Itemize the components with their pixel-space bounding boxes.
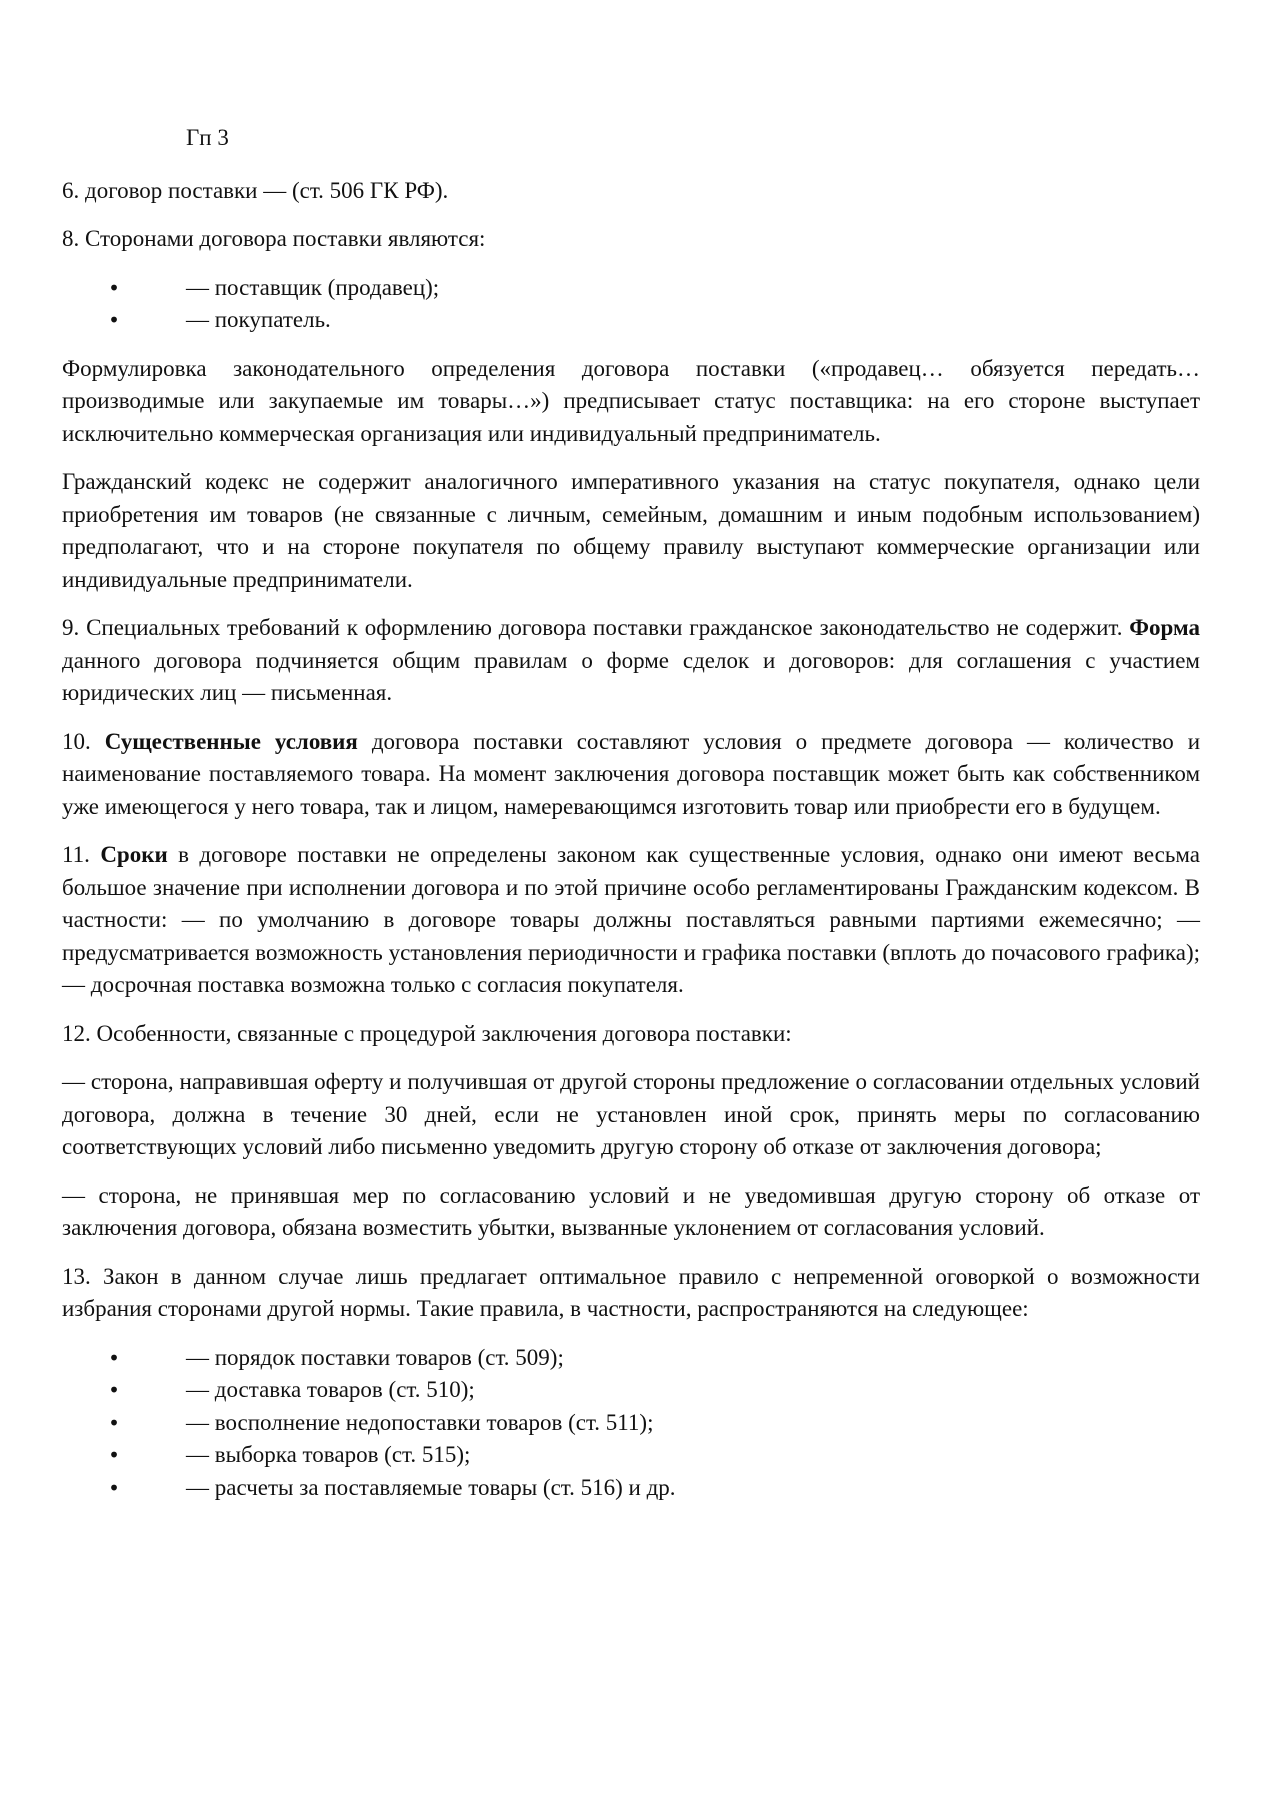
list-item-text: — выборка товаров (ст. 515); bbox=[186, 1442, 471, 1467]
paragraph-9-start: 9. Специальных требований к оформлению договора поставки гражданское законодательство не содержит. bbox=[62, 615, 1130, 640]
paragraph-6: 6. договор поставки — (ст. 506 ГК РФ). bbox=[62, 177, 449, 203]
bullet-icon: • bbox=[108, 1345, 120, 1370]
term-form: Форма bbox=[1129, 615, 1200, 640]
list-item-text: — порядок поставки товаров (ст. 509); bbox=[186, 1344, 564, 1370]
paragraph-12: 12. Особенности, связанные с процедурой заключения договора поставки: bbox=[62, 1020, 792, 1046]
paragraph-11-rest: в договоре поставки не определены законом как существенные условия, однако они имеют весьма большое значение при исполнении договора и по этой причине особо регламентированы Гражданским кодексом. В частности: — по умолчанию в договоре товары должны поставляться равными партиями ежемесячно; — предусматривается возможность установления периодичности и графика поставки (вплоть до почасового графика); — досрочная поставка возможна только с согласия покупателя. bbox=[62, 842, 1200, 997]
rules-list bbox=[62, 1342, 1200, 1505]
list-item bbox=[62, 1374, 1200, 1407]
bullet-icon: • bbox=[108, 1443, 120, 1467]
list-item-text: — расчеты за поставляемые товары (ст. 516) и др. bbox=[186, 1474, 676, 1500]
term-essential-terms: Существенные условия bbox=[104, 728, 358, 754]
list-item-text: — поставщик (продавец); bbox=[186, 274, 440, 300]
paragraph-10 bbox=[62, 726, 1200, 824]
list-item-text: — доставка товаров (ст. 510); bbox=[186, 1377, 475, 1402]
bullet-icon: • bbox=[108, 308, 120, 332]
bullet-icon: • bbox=[108, 1475, 120, 1500]
term-deadlines: Сроки bbox=[100, 842, 168, 867]
bullet-icon: • bbox=[108, 1410, 120, 1435]
list-item bbox=[62, 1407, 1200, 1440]
paragraph-9 bbox=[62, 612, 1200, 710]
parties-list bbox=[62, 272, 1200, 337]
list-item-text: — восполнение недопоставки товаров (ст. 511); bbox=[186, 1409, 654, 1435]
paragraph-12-b: — сторона, не принявшая мер по согласованию условий и не уведомившая другую сторону об отказе от заключения договора, обязана возместить убытки, вызванные уклонением от согласования условий. bbox=[62, 1182, 1200, 1240]
paragraph-10-start: 10. bbox=[62, 728, 105, 754]
paragraph-8: 8. Сторонами договора поставки являются: bbox=[62, 226, 486, 251]
paragraph-civil-code: Гражданский кодекс не содержит аналогичного императивного указания на статус покупателя, однако цели приобретения им товаров (не связанные с личным, семейным, домашним и иным подобным использованием) предполагают, что и на стороне покупателя по общему правилу выступают коммерческие организации или индивидуальные предприниматели. bbox=[62, 469, 1200, 592]
list-item bbox=[62, 304, 1200, 337]
list-item bbox=[62, 1342, 1200, 1375]
bullet-icon: • bbox=[108, 1378, 120, 1402]
paragraph-12-a: — сторона, направившая оферту и получившая от другой стороны предложение о согласовании отдельных условий договора, должна в течение 30 дней, если не установлен иной срок, принять меры по согласованию соответствующих условий либо письменно уведомить другую сторону об отказе от заключения договора; bbox=[62, 1069, 1200, 1159]
paragraph-9-rest: данного договора подчиняется общим правилам о форме сделок и договоров: для соглашения с участием юридических лиц — письменная. bbox=[62, 647, 1200, 705]
paragraph-formulation: Формулировка законодательного определения договора поставки («продавец… обязуется передать… производимые или закупаемые им товары…») предписывает статус поставщика: на его стороне выступает исключительно коммерческая организация или индивидуальный предприниматель. bbox=[62, 355, 1200, 446]
list-item bbox=[62, 272, 1200, 305]
paragraph-11-start: 11. bbox=[62, 842, 101, 867]
paragraph-10-rest: договора поставки составляют условия о предмете договора — количество и наименование поставляемого товара. На момент заключения договора поставщик может быть как собственником уже имеющегося у него товара, так и лицом, намеревающимся изготовить товар или приобрести его в будущем. bbox=[62, 728, 1201, 819]
bullet-icon: • bbox=[108, 275, 120, 300]
paragraph-11 bbox=[62, 839, 1200, 1002]
list-item-text: — покупатель. bbox=[186, 307, 331, 332]
list-item bbox=[62, 1439, 1200, 1472]
paragraph-13: 13. Закон в данном случае лишь предлагает оптимальное правило с непременной оговоркой о возможности избрания сторонами другой нормы. Такие правила, в частности, распространяются на следующее: bbox=[62, 1263, 1200, 1321]
list-item bbox=[62, 1472, 1200, 1505]
document-heading: Гп 3 bbox=[186, 125, 229, 150]
